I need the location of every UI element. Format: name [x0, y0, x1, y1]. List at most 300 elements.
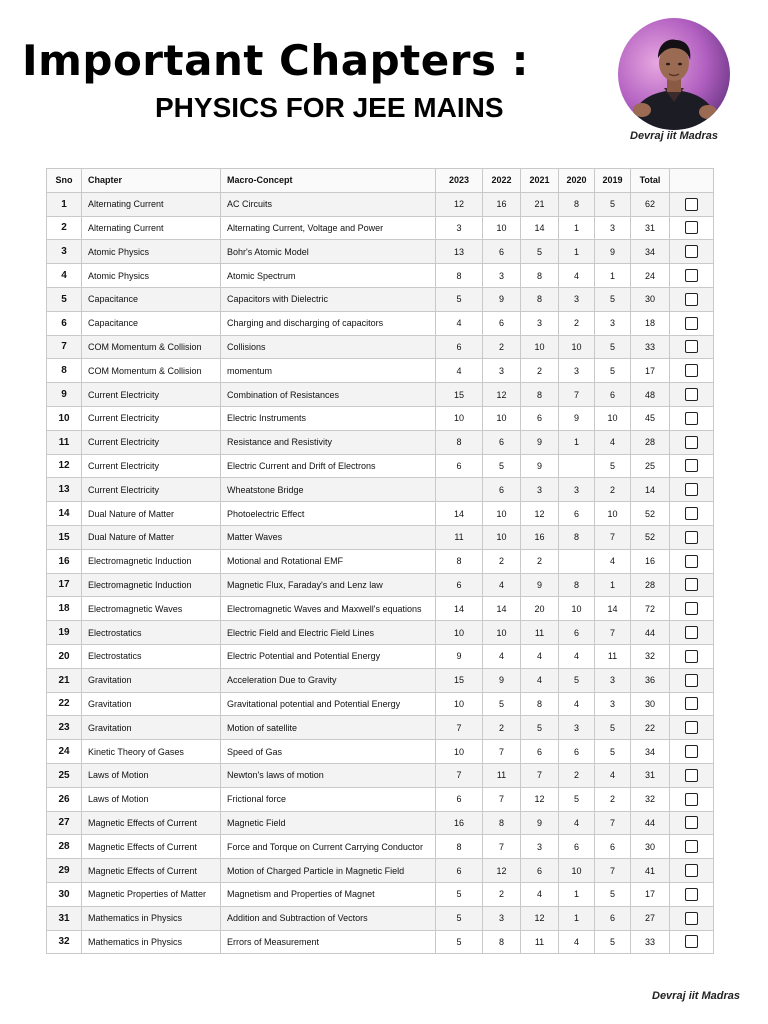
row-chapter: COM Momentum & Collision: [82, 335, 221, 359]
row-macro-concept: Magnetism and Properties of Magnet: [221, 882, 436, 906]
row-value-2020: 6: [559, 740, 595, 764]
row-value-2022: 6: [483, 430, 521, 454]
table-row: [47, 835, 714, 859]
row-checkbox[interactable]: [685, 935, 698, 948]
row-checkbox[interactable]: [685, 245, 698, 258]
row-total: 31: [631, 216, 670, 240]
row-sno: 7: [47, 335, 82, 359]
row-value-2023: 9: [436, 644, 483, 668]
column-header-checkbox: [670, 169, 714, 193]
row-value-2019: 3: [595, 692, 631, 716]
row-total: 72: [631, 597, 670, 621]
row-checkbox[interactable]: [685, 507, 698, 520]
row-macro-concept: Electromagnetic Waves and Maxwell's equations: [221, 597, 436, 621]
chapters-table-container: [46, 168, 713, 954]
row-sno: 13: [47, 478, 82, 502]
row-macro-concept: Frictional force: [221, 787, 436, 811]
row-sno: 22: [47, 692, 82, 716]
row-value-2020: [559, 549, 595, 573]
row-checkbox[interactable]: [685, 602, 698, 615]
row-value-2021: 3: [521, 311, 559, 335]
row-checkbox[interactable]: [685, 198, 698, 211]
row-value-2020: [559, 454, 595, 478]
row-total: 25: [631, 454, 670, 478]
row-chapter: Mathematics in Physics: [82, 906, 221, 930]
row-chapter: Current Electricity: [82, 454, 221, 478]
row-sno: 27: [47, 811, 82, 835]
row-value-2019: 11: [595, 644, 631, 668]
table-row: [47, 573, 714, 597]
row-macro-concept: Resistance and Resistivity: [221, 430, 436, 454]
row-checkbox[interactable]: [685, 793, 698, 806]
row-checkbox[interactable]: [685, 578, 698, 591]
row-chapter: Gravitation: [82, 716, 221, 740]
column-header-2021: 2021: [521, 169, 559, 193]
row-total: 32: [631, 644, 670, 668]
row-macro-concept: Capacitors with Dielectric: [221, 287, 436, 311]
row-checkbox-cell: [670, 597, 714, 621]
row-checkbox-cell: [670, 549, 714, 573]
row-value-2019: 6: [595, 906, 631, 930]
row-value-2019: 1: [595, 573, 631, 597]
row-checkbox-cell: [670, 264, 714, 288]
row-value-2022: 8: [483, 811, 521, 835]
row-checkbox[interactable]: [685, 721, 698, 734]
row-value-2023: 6: [436, 859, 483, 883]
row-total: 36: [631, 668, 670, 692]
row-value-2019: 5: [595, 882, 631, 906]
row-value-2022: 14: [483, 597, 521, 621]
row-total: 33: [631, 335, 670, 359]
row-total: 17: [631, 882, 670, 906]
table-row: [47, 668, 714, 692]
page-title: Important Chapters :: [22, 36, 529, 85]
row-chapter: Current Electricity: [82, 383, 221, 407]
row-value-2021: 8: [521, 383, 559, 407]
row-value-2020: 10: [559, 335, 595, 359]
row-checkbox-cell: [670, 430, 714, 454]
row-value-2022: 10: [483, 216, 521, 240]
table-row: [47, 192, 714, 216]
row-checkbox[interactable]: [685, 840, 698, 853]
row-macro-concept: Electric Current and Drift of Electrons: [221, 454, 436, 478]
row-checkbox-cell: [670, 740, 714, 764]
row-value-2019: 5: [595, 335, 631, 359]
row-checkbox-cell: [670, 216, 714, 240]
row-value-2019: 7: [595, 621, 631, 645]
row-chapter: Electrostatics: [82, 644, 221, 668]
row-macro-concept: Electric Potential and Potential Energy: [221, 644, 436, 668]
row-total: 44: [631, 621, 670, 645]
row-macro-concept: Motional and Rotational EMF: [221, 549, 436, 573]
row-macro-concept: Motion of satellite: [221, 716, 436, 740]
column-header-2022: 2022: [483, 169, 521, 193]
row-value-2023: 6: [436, 573, 483, 597]
row-value-2022: 3: [483, 264, 521, 288]
table-row: [47, 359, 714, 383]
row-value-2023: 10: [436, 692, 483, 716]
row-value-2020: 1: [559, 240, 595, 264]
row-value-2023: 6: [436, 335, 483, 359]
row-sno: 30: [47, 882, 82, 906]
row-checkbox[interactable]: [685, 269, 698, 282]
row-sno: 5: [47, 287, 82, 311]
row-total: 45: [631, 406, 670, 430]
table-row: [47, 311, 714, 335]
row-macro-concept: Wheatstone Bridge: [221, 478, 436, 502]
row-value-2022: 2: [483, 882, 521, 906]
row-checkbox[interactable]: [685, 412, 698, 425]
row-sno: 25: [47, 763, 82, 787]
row-total: 33: [631, 930, 670, 954]
row-value-2021: 21: [521, 192, 559, 216]
row-value-2020: 3: [559, 716, 595, 740]
row-total: 28: [631, 573, 670, 597]
row-macro-concept: Alternating Current, Voltage and Power: [221, 216, 436, 240]
row-macro-concept: Bohr's Atomic Model: [221, 240, 436, 264]
row-checkbox-cell: [670, 573, 714, 597]
row-value-2020: 4: [559, 644, 595, 668]
row-total: 52: [631, 502, 670, 526]
row-checkbox[interactable]: [685, 388, 698, 401]
row-checkbox-cell: [670, 287, 714, 311]
row-value-2022: 8: [483, 930, 521, 954]
row-value-2022: 11: [483, 763, 521, 787]
table-row: [47, 216, 714, 240]
row-value-2022: 6: [483, 478, 521, 502]
row-value-2019: 5: [595, 287, 631, 311]
row-checkbox-cell: [670, 454, 714, 478]
table-row: [47, 787, 714, 811]
table-row: [47, 264, 714, 288]
row-value-2023: 15: [436, 668, 483, 692]
row-sno: 4: [47, 264, 82, 288]
row-checkbox[interactable]: [685, 531, 698, 544]
row-value-2020: 6: [559, 502, 595, 526]
row-value-2023: 12: [436, 192, 483, 216]
row-checkbox[interactable]: [685, 459, 698, 472]
row-checkbox[interactable]: [685, 317, 698, 330]
row-value-2022: 7: [483, 787, 521, 811]
row-macro-concept: Electric Instruments: [221, 406, 436, 430]
row-value-2022: 9: [483, 287, 521, 311]
row-value-2021: 9: [521, 454, 559, 478]
row-value-2022: 5: [483, 692, 521, 716]
row-value-2021: 9: [521, 430, 559, 454]
row-checkbox-cell: [670, 335, 714, 359]
row-total: 52: [631, 525, 670, 549]
row-checkbox-cell: [670, 930, 714, 954]
row-value-2022: 3: [483, 359, 521, 383]
row-value-2022: 10: [483, 621, 521, 645]
row-value-2021: 2: [521, 549, 559, 573]
row-total: 14: [631, 478, 670, 502]
row-value-2020: 4: [559, 811, 595, 835]
table-body: [47, 192, 714, 954]
column-header-2019: 2019: [595, 169, 631, 193]
row-value-2019: 2: [595, 478, 631, 502]
row-checkbox[interactable]: [685, 293, 698, 306]
row-checkbox-cell: [670, 716, 714, 740]
row-checkbox[interactable]: [685, 626, 698, 639]
row-total: 24: [631, 264, 670, 288]
row-chapter: Electrostatics: [82, 621, 221, 645]
row-value-2020: 8: [559, 192, 595, 216]
row-checkbox-cell: [670, 383, 714, 407]
table-row: [47, 549, 714, 573]
row-chapter: Dual Nature of Matter: [82, 525, 221, 549]
row-chapter: Current Electricity: [82, 478, 221, 502]
table-row: [47, 406, 714, 430]
row-value-2021: 12: [521, 906, 559, 930]
row-value-2021: 5: [521, 716, 559, 740]
row-chapter: Electromagnetic Waves: [82, 597, 221, 621]
row-checkbox-cell: [670, 644, 714, 668]
row-value-2023: 11: [436, 525, 483, 549]
row-value-2019: 4: [595, 763, 631, 787]
row-macro-concept: momentum: [221, 359, 436, 383]
row-chapter: Kinetic Theory of Gases: [82, 740, 221, 764]
row-value-2020: 10: [559, 859, 595, 883]
row-checkbox[interactable]: [685, 697, 698, 710]
row-checkbox-cell: [670, 882, 714, 906]
row-value-2020: 10: [559, 597, 595, 621]
row-checkbox[interactable]: [685, 483, 698, 496]
table-row: [47, 811, 714, 835]
row-value-2020: 2: [559, 311, 595, 335]
row-chapter: Magnetic Effects of Current: [82, 859, 221, 883]
row-macro-concept: Motion of Charged Particle in Magnetic Field: [221, 859, 436, 883]
row-value-2023: 5: [436, 930, 483, 954]
row-checkbox[interactable]: [685, 221, 698, 234]
row-total: 34: [631, 740, 670, 764]
row-sno: 16: [47, 549, 82, 573]
row-sno: 20: [47, 644, 82, 668]
row-value-2019: 9: [595, 240, 631, 264]
row-value-2023: 14: [436, 502, 483, 526]
row-chapter: Alternating Current: [82, 216, 221, 240]
row-value-2021: 9: [521, 573, 559, 597]
row-sno: 23: [47, 716, 82, 740]
table-row: [47, 859, 714, 883]
row-sno: 28: [47, 835, 82, 859]
row-total: 30: [631, 835, 670, 859]
row-value-2023: 7: [436, 763, 483, 787]
row-value-2019: 5: [595, 740, 631, 764]
row-value-2023: [436, 478, 483, 502]
row-total: 62: [631, 192, 670, 216]
row-sno: 8: [47, 359, 82, 383]
row-chapter: Magnetic Effects of Current: [82, 811, 221, 835]
row-chapter: Atomic Physics: [82, 240, 221, 264]
column-header-2020: 2020: [559, 169, 595, 193]
row-value-2022: 7: [483, 835, 521, 859]
row-macro-concept: Acceleration Due to Gravity: [221, 668, 436, 692]
row-checkbox[interactable]: [685, 864, 698, 877]
row-total: 32: [631, 787, 670, 811]
row-total: 27: [631, 906, 670, 930]
row-total: 16: [631, 549, 670, 573]
table-row: [47, 930, 714, 954]
row-value-2021: 7: [521, 763, 559, 787]
row-value-2019: 5: [595, 359, 631, 383]
row-total: 17: [631, 359, 670, 383]
row-value-2020: 1: [559, 882, 595, 906]
row-checkbox[interactable]: [685, 745, 698, 758]
row-sno: 2: [47, 216, 82, 240]
row-value-2020: 3: [559, 359, 595, 383]
row-value-2021: 11: [521, 930, 559, 954]
row-value-2022: 10: [483, 525, 521, 549]
table-row: [47, 621, 714, 645]
row-sno: 1: [47, 192, 82, 216]
row-value-2020: 7: [559, 383, 595, 407]
row-checkbox[interactable]: [685, 912, 698, 925]
row-value-2022: 12: [483, 383, 521, 407]
row-value-2021: 4: [521, 882, 559, 906]
table-row: [47, 240, 714, 264]
row-value-2022: 9: [483, 668, 521, 692]
row-sno: 18: [47, 597, 82, 621]
row-value-2022: 6: [483, 240, 521, 264]
row-value-2023: 10: [436, 740, 483, 764]
row-value-2019: 6: [595, 835, 631, 859]
row-value-2021: 8: [521, 264, 559, 288]
row-sno: 9: [47, 383, 82, 407]
row-value-2019: 5: [595, 454, 631, 478]
row-value-2023: 6: [436, 787, 483, 811]
row-macro-concept: Charging and discharging of capacitors: [221, 311, 436, 335]
row-chapter: Electromagnetic Induction: [82, 573, 221, 597]
column-header-total: Total: [631, 169, 670, 193]
row-chapter: COM Momentum & Collision: [82, 359, 221, 383]
row-value-2020: 9: [559, 406, 595, 430]
row-total: 48: [631, 383, 670, 407]
row-chapter: Capacitance: [82, 287, 221, 311]
row-value-2019: 3: [595, 668, 631, 692]
row-value-2019: 5: [595, 192, 631, 216]
row-checkbox[interactable]: [685, 816, 698, 829]
row-checkbox-cell: [670, 835, 714, 859]
row-sno: 26: [47, 787, 82, 811]
row-checkbox-cell: [670, 192, 714, 216]
row-chapter: Dual Nature of Matter: [82, 502, 221, 526]
row-value-2022: 2: [483, 335, 521, 359]
table-row: [47, 716, 714, 740]
row-sno: 11: [47, 430, 82, 454]
author-credit: Devraj iit Madras: [630, 130, 719, 142]
row-value-2021: 8: [521, 692, 559, 716]
row-value-2021: 5: [521, 240, 559, 264]
row-checkbox-cell: [670, 525, 714, 549]
row-sno: 14: [47, 502, 82, 526]
row-value-2020: 4: [559, 264, 595, 288]
row-value-2021: 11: [521, 621, 559, 645]
row-sno: 32: [47, 930, 82, 954]
row-checkbox[interactable]: [685, 555, 698, 568]
row-value-2020: 2: [559, 763, 595, 787]
row-macro-concept: Addition and Subtraction of Vectors: [221, 906, 436, 930]
row-value-2022: 4: [483, 644, 521, 668]
row-checkbox-cell: [670, 311, 714, 335]
table-row: [47, 383, 714, 407]
row-value-2021: 3: [521, 478, 559, 502]
table-row: [47, 644, 714, 668]
row-macro-concept: Magnetic Field: [221, 811, 436, 835]
row-total: 30: [631, 287, 670, 311]
row-macro-concept: Electric Field and Electric Field Lines: [221, 621, 436, 645]
row-checkbox[interactable]: [685, 436, 698, 449]
row-sno: 17: [47, 573, 82, 597]
row-value-2021: 12: [521, 502, 559, 526]
row-value-2019: 5: [595, 930, 631, 954]
row-value-2021: 20: [521, 597, 559, 621]
row-checkbox-cell: [670, 406, 714, 430]
row-checkbox[interactable]: [685, 340, 698, 353]
row-value-2020: 6: [559, 621, 595, 645]
row-chapter: Magnetic Effects of Current: [82, 835, 221, 859]
row-value-2021: 6: [521, 859, 559, 883]
row-sno: 19: [47, 621, 82, 645]
row-chapter: Electromagnetic Induction: [82, 549, 221, 573]
table-row: [47, 335, 714, 359]
row-value-2023: 5: [436, 906, 483, 930]
row-checkbox[interactable]: [685, 674, 698, 687]
row-value-2023: 8: [436, 549, 483, 573]
row-checkbox-cell: [670, 906, 714, 930]
row-value-2023: 8: [436, 835, 483, 859]
row-value-2023: 5: [436, 882, 483, 906]
row-value-2019: 5: [595, 716, 631, 740]
row-value-2021: 2: [521, 359, 559, 383]
row-value-2021: 10: [521, 335, 559, 359]
row-value-2019: 7: [595, 859, 631, 883]
row-value-2019: 7: [595, 811, 631, 835]
row-value-2022: 5: [483, 454, 521, 478]
row-checkbox[interactable]: [685, 769, 698, 782]
row-value-2021: 16: [521, 525, 559, 549]
table-row: [47, 430, 714, 454]
row-total: 41: [631, 859, 670, 883]
row-value-2022: 10: [483, 406, 521, 430]
row-macro-concept: Speed of Gas: [221, 740, 436, 764]
row-value-2022: 3: [483, 906, 521, 930]
row-value-2022: 2: [483, 549, 521, 573]
row-value-2020: 4: [559, 930, 595, 954]
row-value-2021: 3: [521, 835, 559, 859]
row-value-2023: 4: [436, 311, 483, 335]
row-value-2019: 14: [595, 597, 631, 621]
row-checkbox[interactable]: [685, 650, 698, 663]
row-value-2020: 1: [559, 430, 595, 454]
row-checkbox-cell: [670, 621, 714, 645]
row-checkbox-cell: [670, 359, 714, 383]
row-value-2023: 16: [436, 811, 483, 835]
row-macro-concept: Magnetic Flux, Faraday's and Lenz law: [221, 573, 436, 597]
row-value-2023: 8: [436, 430, 483, 454]
row-total: 31: [631, 763, 670, 787]
row-chapter: Current Electricity: [82, 430, 221, 454]
row-value-2022: 6: [483, 311, 521, 335]
row-total: 22: [631, 716, 670, 740]
chapters-table: [46, 168, 714, 954]
row-checkbox[interactable]: [685, 888, 698, 901]
row-value-2020: 8: [559, 573, 595, 597]
row-value-2022: 2: [483, 716, 521, 740]
row-value-2022: 4: [483, 573, 521, 597]
row-checkbox[interactable]: [685, 364, 698, 377]
row-chapter: Laws of Motion: [82, 787, 221, 811]
